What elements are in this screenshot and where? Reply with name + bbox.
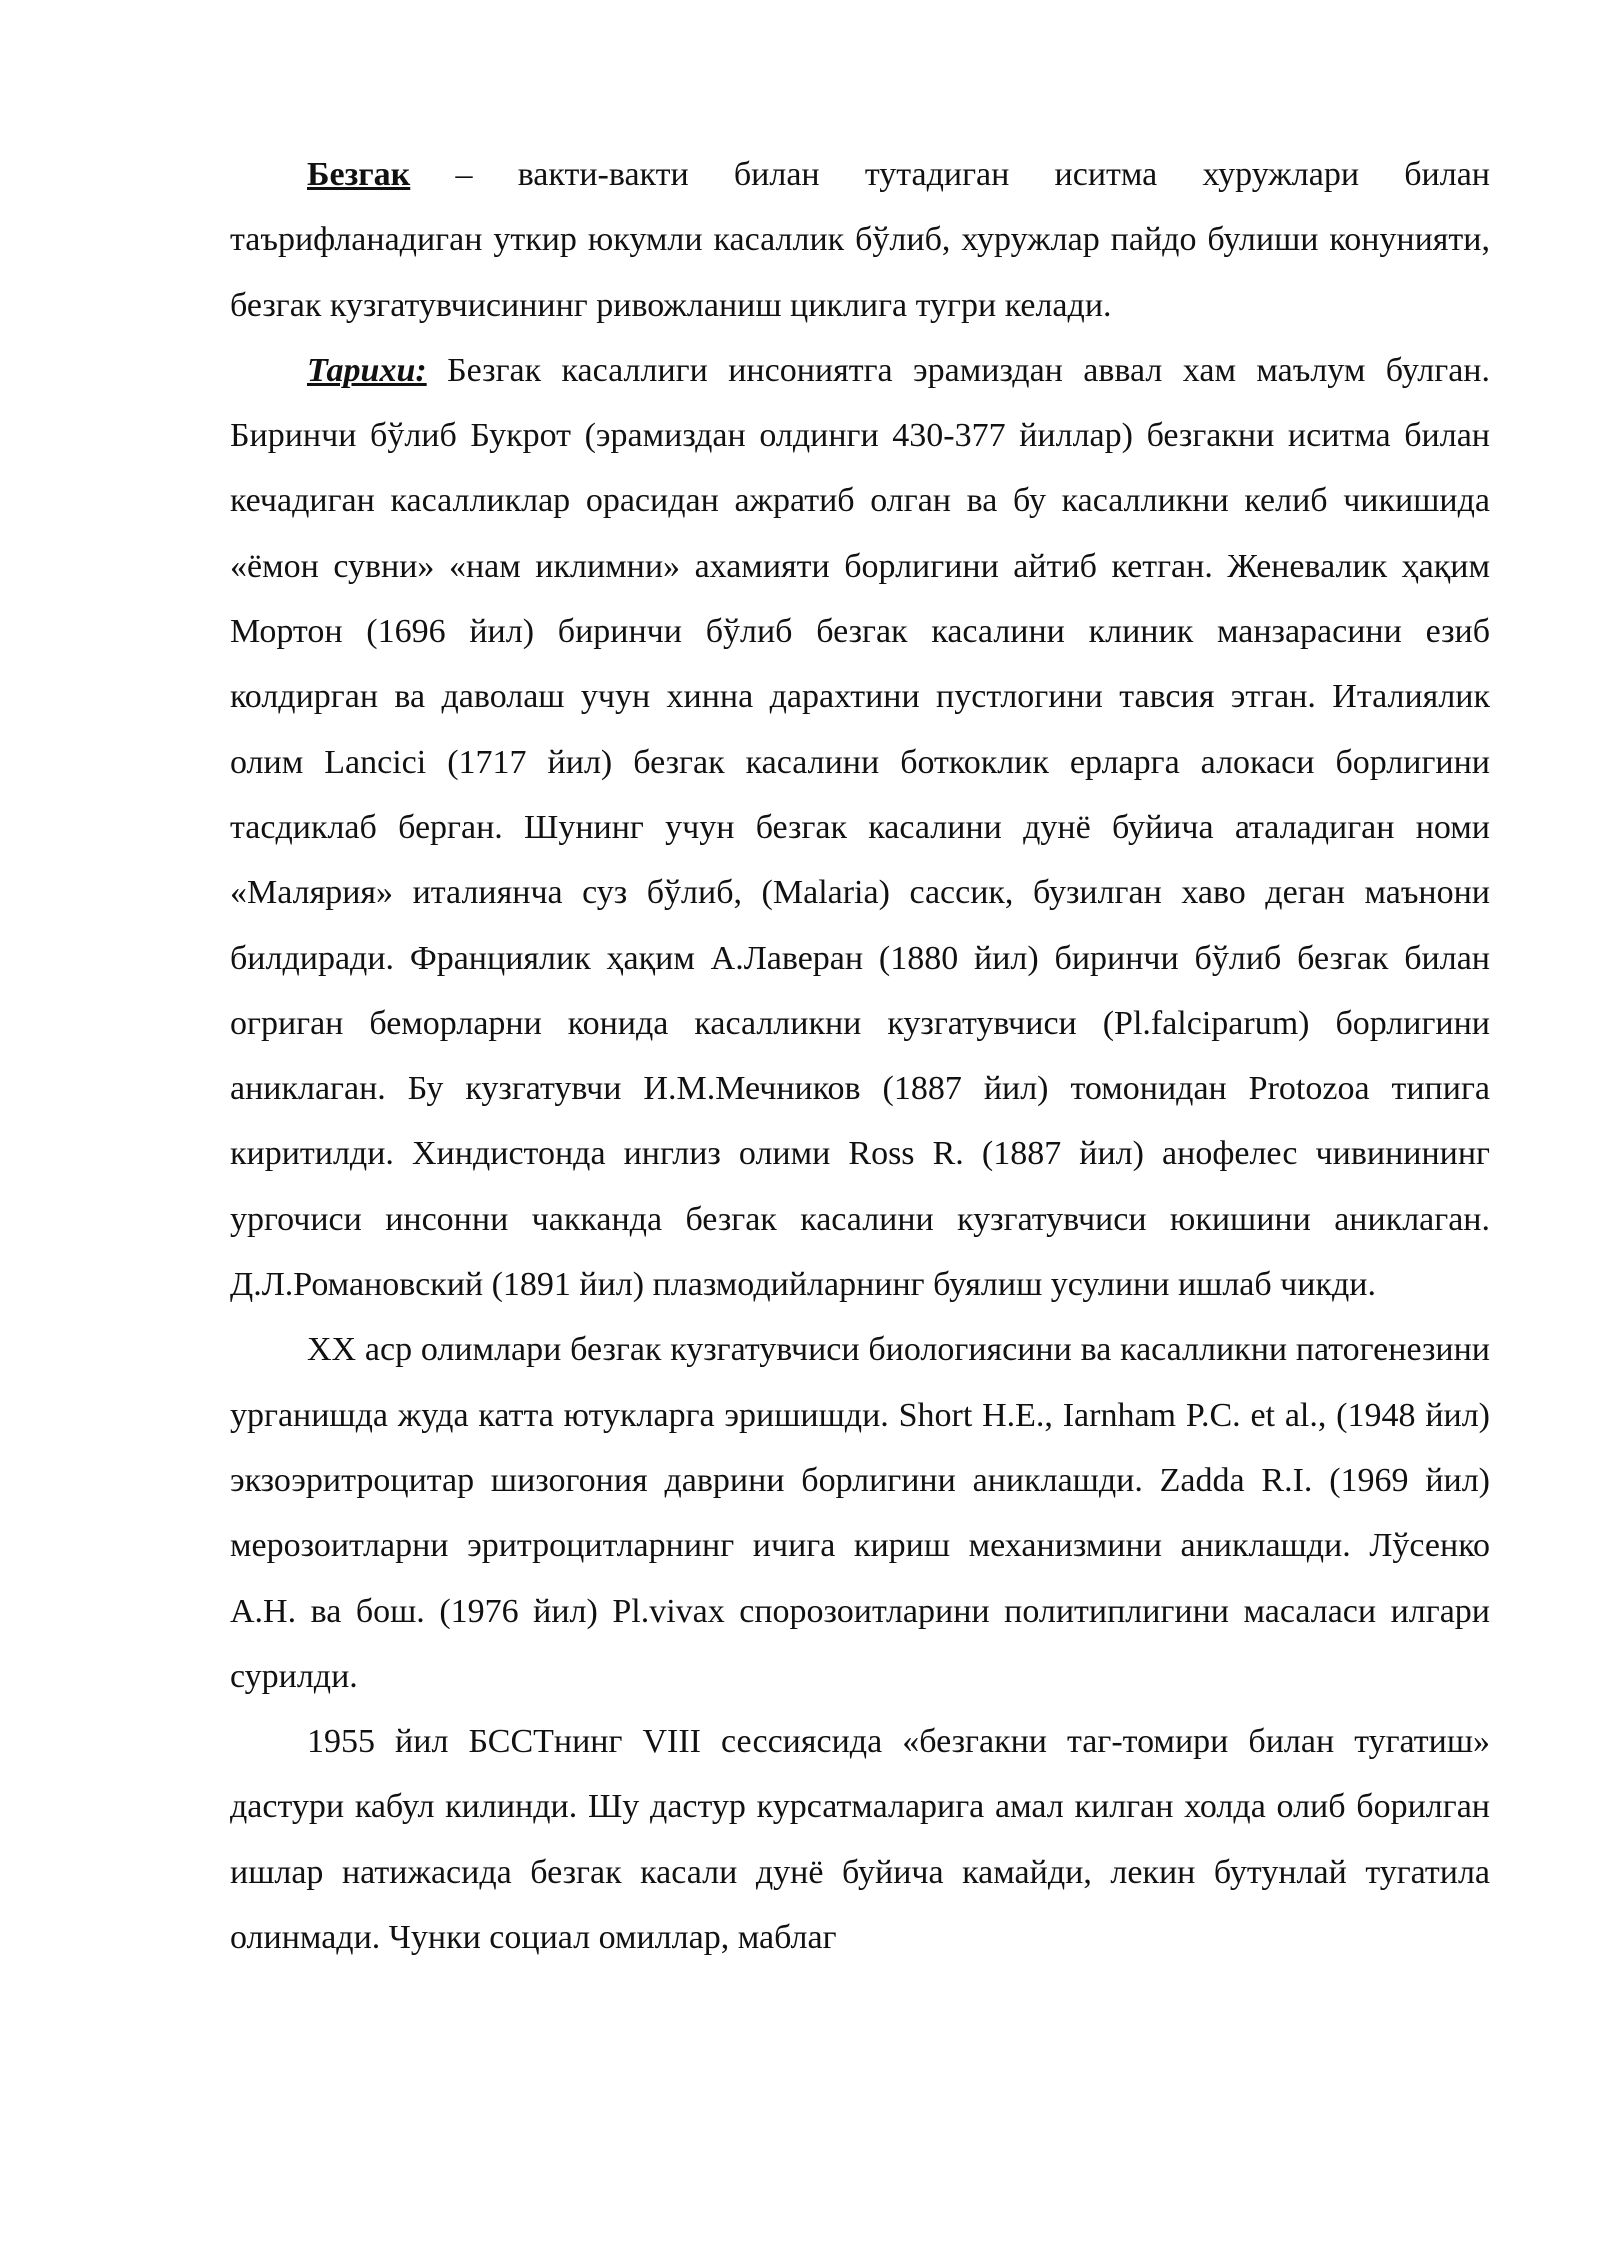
paragraph-definition	[230, 142, 1490, 338]
term-bezgak: Безгак	[307, 156, 411, 193]
paragraph-1955	[230, 1709, 1490, 1970]
document-body	[230, 142, 1490, 1970]
paragraph-text: – вакти-вакти билан тутадиган иситма хуружлари билан таърифланадиган уткир юкумли касаллик бўлиб, хуружлар пайдо булиши конунияти, безгак кузгатувчисининг ривожланиш циклига тугри келади.	[230, 156, 1490, 324]
paragraph-history	[230, 338, 1490, 1317]
paragraph-text: Безгак касаллиги инсониятга эрамиздан аввал хам маълум булган. Биринчи бўлиб Букрот (эрамиздан олдинги 430-377 йиллар) безгакни иситма билан кечадиган касалликлар орасидан ажратиб олган ва бу касалликни келиб чикишида «ёмон сувни» «нам иклимни» ахамияти борлигини айтиб кетган. Женевалик ҳақим Мортон (1696 йил) биринчи бўлиб безгак касалини клиник манзарасини езиб колдирган ва даволаш учун хинна дарахтини пустлогини тавсия этган. Италиялик олим Lancici (1717 йил) безгак касалини боткоклик ерларга алокаси борлигини тасдиклаб берган. Шунинг учун безгак касалини дунё буйича аталадиган номи «Малярия» италиянча суз бўлиб, (Malaria) сассик, бузилган хаво деган маънони билдиради. Франциялик ҳақим А.Лаверан (1880 йил) биринчи бўлиб безгак билан огриган беморларни конида касалликни кузгатувчиси (Pl.falciparum) борлигини аниклаган. Бу кузгатувчи И.М.Мечников (1887 йил) томонидан Protozoa типига киритилди. Хиндистонда инглиз олими Ross R. (1887 йил) анофелес чивинининг ургочиси инсонни чакканда безгак касалини кузгатувчиси юкишини аниклаган. Д.Л.Романовский (1891 йил) плазмодийларнинг буялиш усулини ишлаб чикди.	[230, 351, 1490, 1304]
heading-history: Тарихи:	[307, 351, 427, 389]
paragraph-text: XX аср олимлари безгак кузгатувчиси биологиясини ва касалликни патогенезини урганишда жуда катта ютукларга эришишди. Short H.E., Iarnham P.C. et al., (1948 йил) экзоэритроцитар шизогония даврини борлигини аниклашди. Zadda R.I. (1969 йил) мерозоитларни эритроцитларнинг ичига кириш механизмини аниклашди. Лўсенко А.Н. ва бош. (1976 йил) Pl.vivax спорозоитларини политиплигини масаласи илгари сурилди.	[230, 1331, 1490, 1695]
paragraph-20th-century	[230, 1317, 1490, 1709]
paragraph-text: 1955 йил БССТнинг VIII сессиясида «безгакни таг-томири билан тугатиш» дастури кабул килинди. Шу дастур курсатмаларига амал килган холда олиб борилган ишлар натижасида безгак касали дунё буйича камайди, лекин бутунлай тугатила олинмади. Чунки социал омиллар, маблаг	[230, 1723, 1490, 1957]
